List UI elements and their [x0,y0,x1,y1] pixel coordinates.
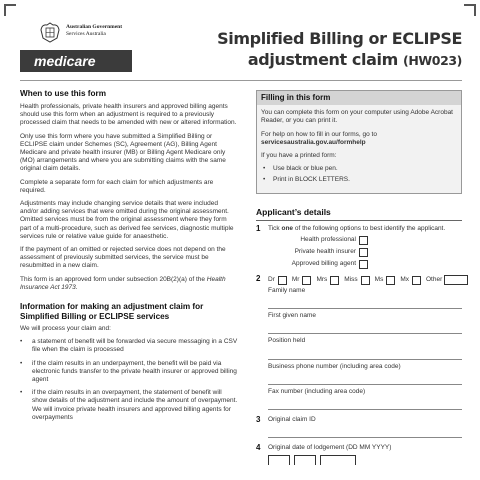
title-options [268,275,462,285]
other-title-field[interactable] [444,275,468,285]
question-2 [256,275,462,410]
title-other[interactable]: Other [426,275,468,285]
lodgement-date-field[interactable] [268,455,462,465]
when-paragraph-3: Complete a separate form for each claim for which adjustments are required. [20,178,214,194]
when-paragraph-1: Health professionals, private health insurers and approved billing agents should use this form when an adjustment is required to a previously processed claim that needs to be amended with new or altered information. [20,103,237,127]
fax-label: Fax number (including area code) [268,387,366,395]
month-box[interactable] [294,455,316,465]
list-item: • a statement of benefit will be forwarded via secure messaging in a CSV file when the claim is processed [20,338,238,354]
title-mr[interactable]: Mr [292,276,312,285]
coat-of-arms-icon [38,22,62,44]
list-item: • if the claim results in an underpayment, the benefit will be paid via electronic funds transfer to the private health insurer or approved billing agent [20,360,238,385]
day-box[interactable] [268,455,290,465]
question-number: 1 [256,223,261,233]
when-paragraph-2: Only use this form where you have submitted a Simplified Billing or ECLIPSE claim under Schemes (SC), Agreement (AG), Billing Agent Medicare and private health insurer (MB) or Billing Agent Medicare only (MO) arrangements and where you are submitting claims with the same original claim details. [20,132,226,173]
ms-checkbox[interactable] [386,276,395,285]
page-title [217,28,462,71]
question-4 [256,444,462,465]
title-line-2: adjustment claim [247,50,398,69]
family-name-label: Family name [268,287,306,295]
info-heading: Information for making an adjustment claim for Simplified Billing or ECLIPSE services [20,302,204,322]
approved-billing-agent-checkbox[interactable] [359,260,368,269]
position-label: Position held [268,337,306,345]
question-1-text: Tick one of the following options to best identify the applicant. [268,224,446,232]
when-paragraph-4: Adjustments may include changing service details that were included and/or adding services that were omitted during the original assessment. Omitted services must be from the original assessment where they form part of a multi-procedure, such as derived fee services, diagnostic multiple services rule or relative value guide for anaesthetic. [20,200,234,240]
title-mrs[interactable]: Mrs [316,276,339,285]
mr-checkbox[interactable] [302,276,311,285]
title-ms[interactable]: Ms [375,276,396,285]
dr-checkbox[interactable] [278,276,287,285]
filling-box [256,90,462,194]
form-column [256,90,462,471]
fax-field[interactable] [268,396,462,410]
filling-paragraph-2: For help on how to fill in our forms, go to servicesaustralia.gov.au/formhelp [261,130,377,146]
year-box[interactable] [320,455,356,465]
position-field[interactable] [268,346,462,360]
private-health-insurer-checkbox[interactable] [359,248,368,257]
filling-paragraph-1: You can complete this form on your computer using Adobe Acrobat Reader, or you can print it. [261,109,453,125]
family-name-field[interactable] [268,295,462,309]
lodgement-date-label: Original date of lodgement (DD MM YYYY) [268,444,392,452]
given-name-field[interactable] [268,320,462,334]
medicare-banner: medicare [20,50,132,72]
agency-name: Services Australia [66,31,106,37]
list-item: • Print in BLOCK LETTERS. [261,176,457,184]
option-approved-billing-agent[interactable]: Approved billing agent [268,260,368,269]
filling-heading: Filling in this form [257,91,461,105]
question-number: 4 [256,443,261,453]
form-code: (HW023) [403,53,462,68]
question-1 [256,225,462,269]
option-health-professional[interactable]: Health professional [268,236,368,245]
applicant-heading: Applicant’s details [256,208,462,221]
question-3 [256,416,462,438]
claim-id-field[interactable] [268,424,462,438]
filling-paragraph-3: If you have a printed form: [261,152,337,160]
title-line-1: Simplified Billing or ECLIPSE [217,29,462,48]
phone-label: Business phone number (including area code) [268,362,401,370]
question-number: 2 [256,274,261,284]
when-paragraph-5: If the payment of an omitted or rejected service does not depend on the assessment of previously submitted services, the service must be resubmitted in a new claim. [20,246,226,270]
info-paragraph: We will process your claim and: [20,325,111,333]
list-item: • Use black or blue pen. [261,165,457,173]
crop-mark-top-left [4,4,16,16]
filling-list [261,165,457,184]
title-dr[interactable]: Dr [268,276,287,285]
miss-checkbox[interactable] [361,276,370,285]
formhelp-link[interactable]: servicesaustralia.gov.au/formhelp [261,138,366,146]
when-paragraph-6: This form is an approved form under subsection 20B(2)(a) of the Health Insurance Act 1973. [20,275,226,291]
title-miss[interactable]: Miss [344,276,369,285]
claim-id-label: Original claim ID [268,416,316,424]
list-item: • if the claim results in an overpayment, the statement of benefit will show details of the adjustment and include the amount of overpayment. We will invoice private health insurers and approved billing agents for overpayments [20,389,238,422]
act-name: Health Insurance Act 1973. [20,275,226,291]
option-private-health-insurer[interactable]: Private health insurer [268,248,368,257]
instructions-column [20,86,238,427]
given-name-label: First given name [268,312,317,320]
question-number: 3 [256,415,261,425]
mrs-checkbox[interactable] [330,276,339,285]
header-divider [20,80,462,81]
title-mx[interactable]: Mx [400,276,421,285]
phone-field[interactable] [268,371,462,385]
info-list [20,338,238,422]
crop-mark-top-right [464,4,476,16]
health-professional-checkbox[interactable] [359,236,368,245]
gov-name: Australian Government [66,24,123,30]
when-heading: When to use this form [20,89,106,98]
mx-checkbox[interactable] [412,276,421,285]
